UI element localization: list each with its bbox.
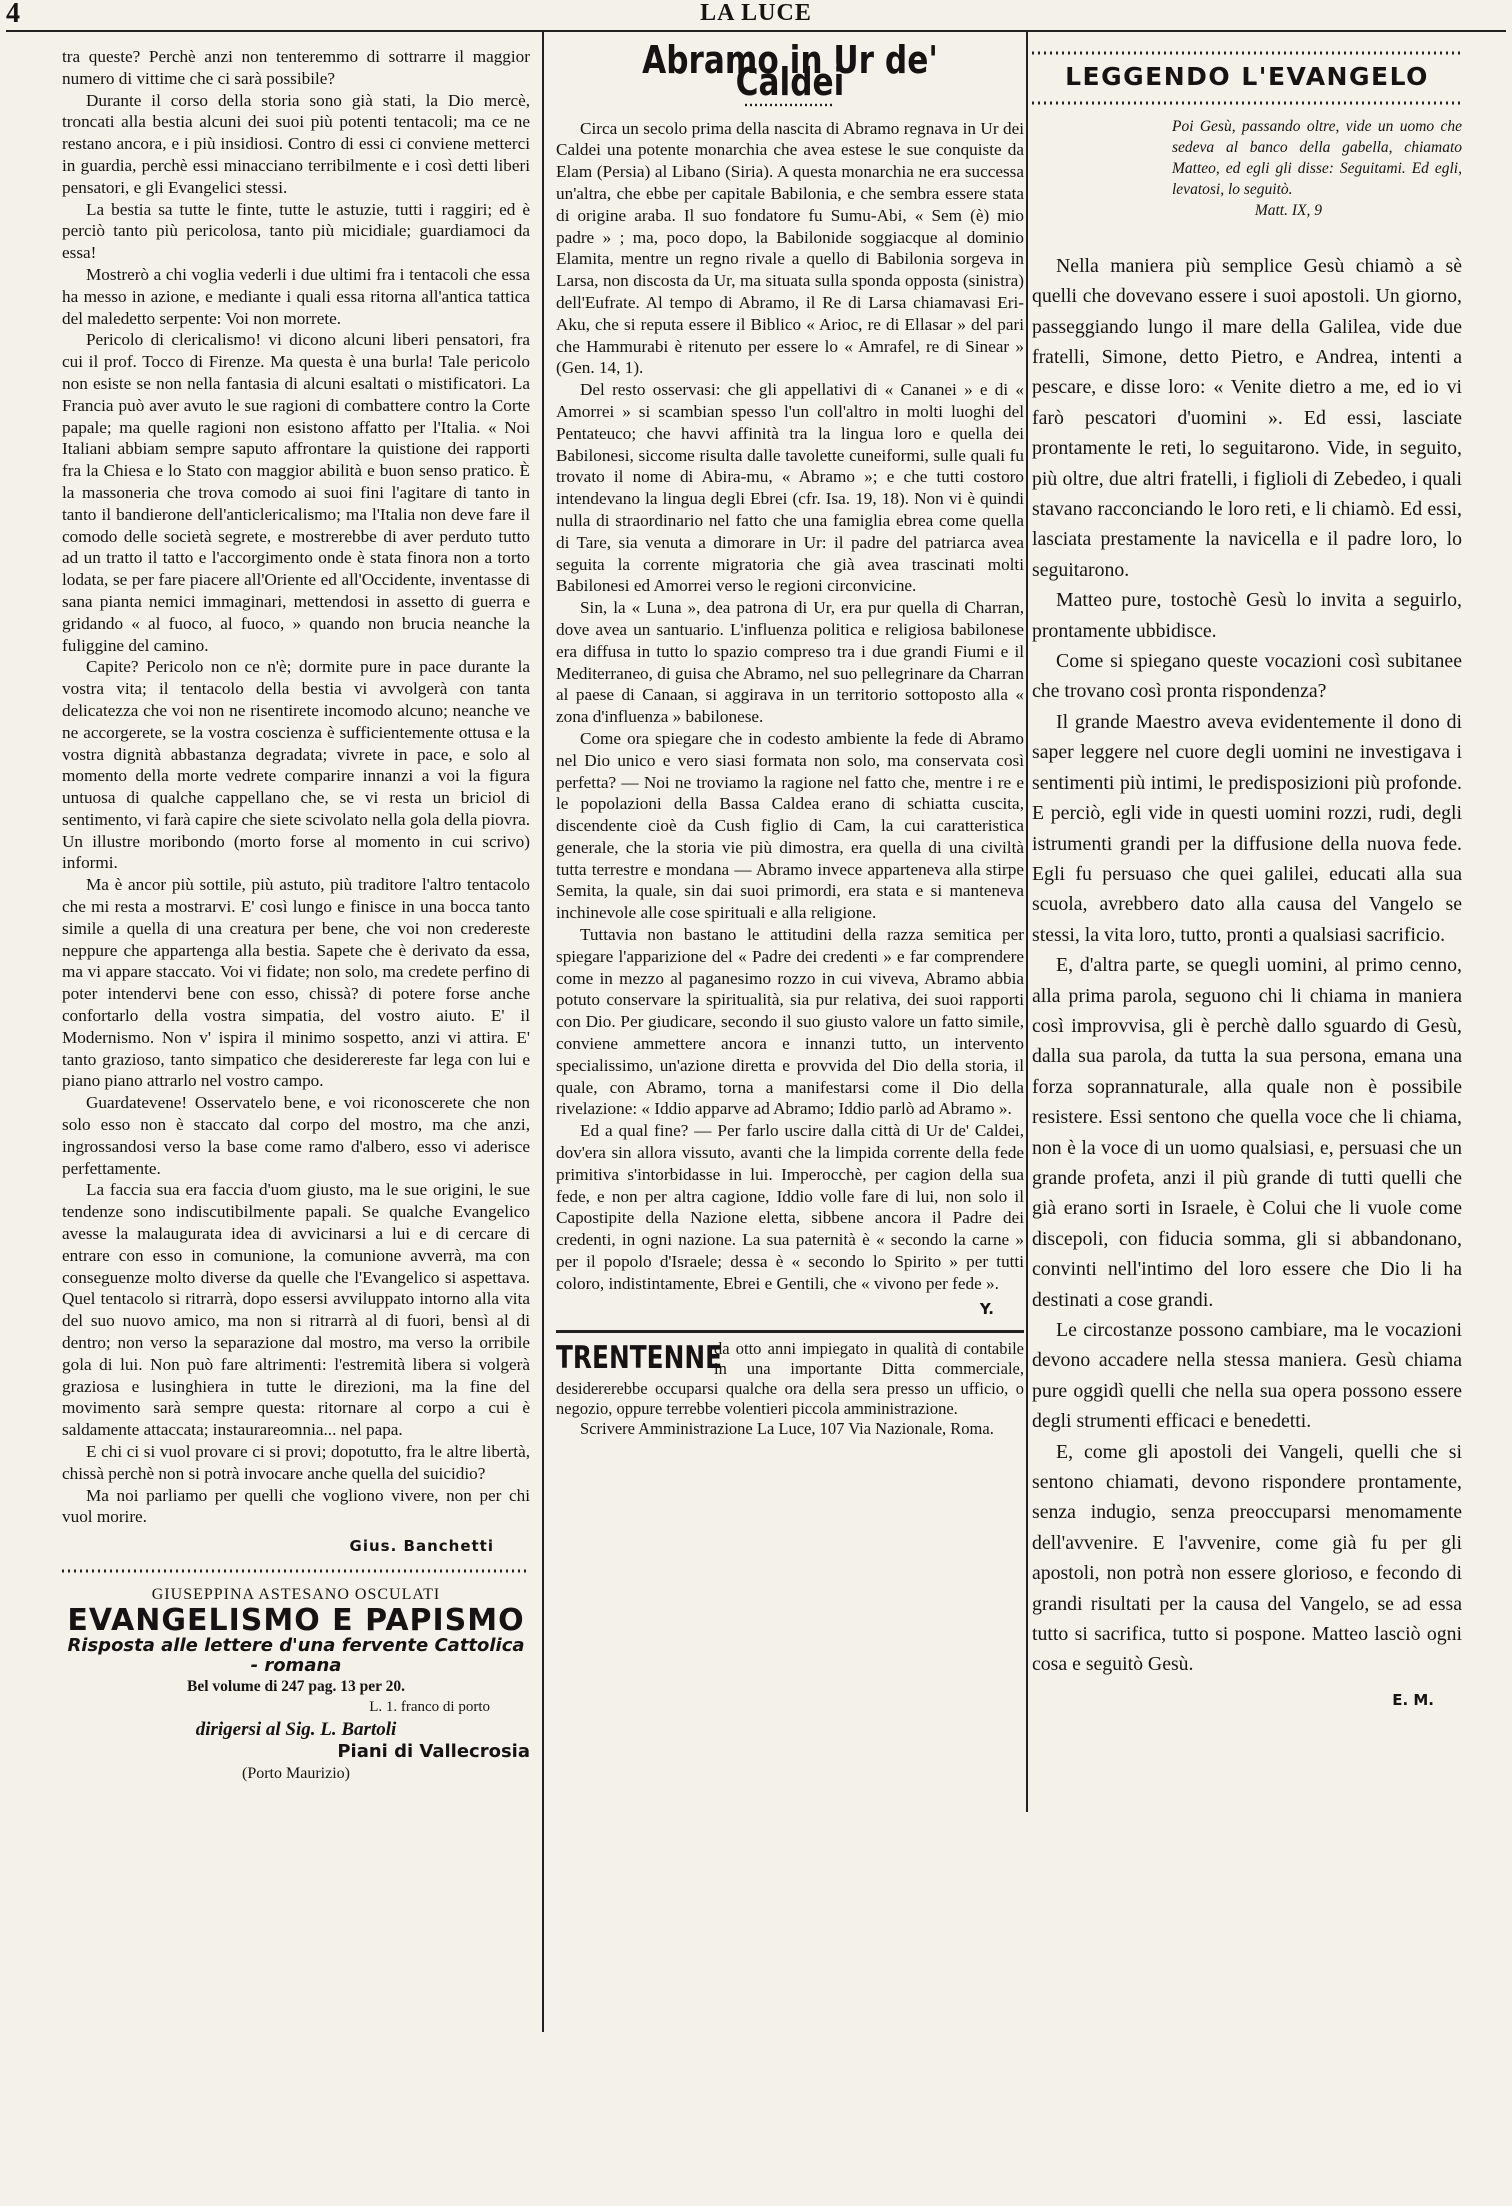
paragraph: Del resto osservasi: che gli appellativi di « Cananei » e di « Amorrei » si scambian spesso l'un coll'altro in molti luoghi del Pentateuco; che havvi affinità tra la lingua loro e quella dei Babilonesi, siccome risulta dalle tavolette cuneiformi, sulle quali fu trovato il nome di Abira-mu, « Abramo »; e che tutti costoro intendevano la lingua degli Ebrei (cfr. Isa. 19, 18). Non vi è quindi nulla di straordinario nel fatto che una famiglia ebrea come quella di Tare, sia venuta a dimorare in Ur: il padre del patriarca avea seguita la corrente migratoria che già avea trascinati molti Babilonesi ed Amorrei verso le regioni circonvicine. — [556, 380, 1024, 596]
article-title: Abramo in Ur de' Caldei — [642, 38, 938, 104]
ad-volume: Bel volume di 247 pag. 13 per 20. — [186, 1677, 405, 1695]
paragraph: La faccia sua era faccia d'uom giusto, ma le sue origini, le sue tendenze sono indiscutibilmente papali. Se qualche Evangelico avesse la malaugurata idea di avvicinarsi a lui e di cercare di entrare con esso in comunione, la comunione avverrà, ma con conseguenze molto diverse da quelle che l'Evangelico si aspettava. Quel tentacolo si ritrarrà, dopo essersi avviluppato intorno alla vita del suo nuovo amico, ma non si ritrarrà al di fuori, bensì al di dentro; non verso la separazione dal mostro, ma verso la orribile gola di lui. Non può fare altrimenti: l'estremità libera si volgerà graziosa e lusinghiera in tutte le direzioni, ma la fine del movimento sarà sempre questa: ritornare al corpo a cui è saldamente attaccata; instaurareomnia... nel papa. — [62, 1180, 530, 1440]
article-signature: E. M. — [1392, 1690, 1434, 1709]
epigraph — [1032, 116, 1462, 221]
title-ornament — [745, 103, 835, 105]
paragraph: tra queste? Perchè anzi non tenteremmo di sottrarre il maggior numero di vittime che ci sarà possibile? — [62, 47, 530, 88]
section-title: LEGGENDO L'EVANGELO — [1065, 62, 1429, 91]
ad-author: GIUSEPPINA ASTESANO OSCULATI — [151, 1585, 441, 1603]
epigraph-text: Poi Gesù, passando oltre, vide un uomo che sedeva al banco della gabella, chiamato Matteo, ed egli gli disse: Seguitami. Ed egli, levatosi, lo seguitò. — [1172, 117, 1462, 198]
ad-contact: dirigersi al Sig. L. Bartoli — [195, 1719, 397, 1741]
paragraph: Circa un secolo prima della nascita di Abramo regnava in Ur dei Caldei una potente monarchia che avea estese le sue conquiste da Elam (Persia) al Libano (Siria). A questa monarchia ne era successa un'altra, che ebbe per capitale Babilonia, e che sembra essere stata di origine araba. Il suo fondatore fu Sumu-Abi, « Sem (è) mio padre » ; ma, poco dopo, la Babilonide soggiacque al dominio Elamita, mentre un regno rivale a quello di Babilonia sorgeva in Larsa, non discosta da Ur, ma situata sulla sponda opposta (sinistra) dell'Eufrate. Al tempo di Abramo, il Re di Larsa chiamavasi Eri-Aku, che si reputa essere il Biblico « Arioc, re di Ellasar » del pari che Hammurabi è ritenuto per essere lo « Amrafel, re di Sinear » (Gen. 14, 1). — [556, 118, 1024, 378]
paragraph: Mostrerò a chi voglia vederli i due ultimi fra i tentacoli che essa ha messo in azione, e mediante i quali essa ritorna all'antica tattica del maledetto serpente: Voi non morrete. — [62, 264, 530, 328]
classified-ad — [556, 1330, 1024, 1439]
paragraph: Ma è ancor più sottile, più astuto, più traditore l'altro tentacolo che mi resta a mostrarvi. E' così lungo e finisce in una bocca tanto simile a quella di una creatura per bene, che voi non credereste neppure che appartenga alla bestia. Sapete che è derivato da essa, ma vi appare staccato. Voi vi fidate; non solo, ma credete perfino di poter intendervi bene con esso, chissà? di potere forse anche confortarlo della vostra simpatia, del vostro aiuto. E' il Modernismo. Non v' ispira il minimo sospetto, anzi vi attira. E' tanto grazioso, tanto simpatico che desiderereste far lega con lui e piano piano attrarlo nel vostro campo. — [62, 875, 530, 1091]
wavy-divider — [1032, 52, 1462, 55]
classified-contact: Scrivere Amministrazione La Luce, 107 Via Nazionale, Roma. — [580, 1419, 994, 1439]
paragraph: Durante il corso della storia sono già stati, la Dio mercè, troncati alla bestia alcuni dei suoi più potenti tentacoli; ma ce ne restano ancora, e i più insidiosi. Contro di essi ci conviene metterci in guardia, perchè essi minacciano terribilmente e i così detti liberi pensatori, e gli Evangelici stessi. — [62, 90, 530, 197]
column-3 — [1032, 46, 1462, 1712]
ad-subtitle: Risposta alle lettere d'una fervente Cattolica - romana — [67, 1634, 525, 1676]
paragraph: Sin, la « Luna », dea patrona di Ur, era pur quella di Charran, dove avea un santuario. L'influenza politica e religiosa babilonese era diffusa in tutto lo spazio compreso tra i due grandi Fiumi e il Mediterraneo, di guisa che Abramo, nel suo pellegrinare da Charran al paese di Canaan, si aggirava in un territorio sottoposto alla « zona d'influenza » babilonese. — [556, 598, 1024, 727]
epigraph-reference: Matt. IX, 9 — [1254, 201, 1322, 219]
paragraph: Il grande Maestro aveva evidentemente il dono di saper leggere nel cuore degli uomini ne investigava i sentimenti più intimi, le predisposizioni più profonde. E perciò, egli vide in questi uomini rozzi, rudi, degli istrumenti grandi per la diffusione della nuova fede. Egli fu persuaso che quei galilei, educati alla sua scuola, avrebbero dato alla causa del Vangelo se stessi, la vita loro, tutto, pronti a qualsiasi sacrificio. — [1032, 710, 1462, 946]
ad-title: EVANGELISMO E PAPISMO — [67, 1602, 525, 1638]
page-number: 4 — [6, 0, 20, 29]
header-rule — [6, 30, 1506, 32]
paragraph: Come ora spiegare che in codesto ambiente la fede di Abramo nel Dio unico e vero siasi formata non solo, ma conservata così perfetta? — Noi ne troviamo la ragione nel fatto che, mentre i re e le popolazioni della Bassa Caldea erano di schiatta cuscita, discendente cioè da Cush figlio di Cam, la cui caratteristica generale, che la storia vie più dimostra, era quella di una civiltà tutta terrestre e mondana — Abramo invece apparteneva alla stirpe Semita, la quale, sin dai suoi primordi, era stata e si manteneva inchinevole alle cose spirituali e alla religione. — [556, 728, 1024, 923]
paragraph: Le circostanze possono cambiare, ma le vocazioni devono accadere nella stessa maniera. Gesù chiama pure oggidì quelli che nella sua opera possono essere degli strumenti efficaci e benedetti. — [1032, 1319, 1462, 1433]
paragraph: Come si spiegano queste vocazioni così subitanee che trovano così pronta rispondenza? — [1032, 650, 1462, 703]
book-advertisement — [62, 1584, 530, 1785]
paragraph: Tuttavia non bastano le attitudini della razza semitica per spiegare l'apparizione del « Padre dei credenti » e far comprendere come in mezzo al paganesimo rozzo in cui viveva, Abramo abbia potuto conservare la spiritualità, sia pur relativa, dei suoi rapporti con Dio. Per giudicare, secondo il suo giusto valore un fatto simile, conviene ammettere ancora e innanzi tutto, un intervento specialissimo, un'azione diretta e provvida del Dio della storia, il quale, con Abramo, torna a manifestarsi come il Dio della rivelazione: « Iddio apparve ad Abramo; Iddio parlò ad Abramo ». — [556, 925, 1024, 1119]
classified-heading: TRENTENNE — [556, 1340, 723, 1377]
paragraph: Ed a qual fine? — Per farlo uscire dalla città di Ur de' Caldei, dov'era sin allora vissuto, avanti che la limpida corrente della fede primitiva s'intorbidasse in lui. Imperocchè, per cagion della sua fede, e non per altra cagione, Iddio volle fare di lui, non solo il Capostipite della Nazione eletta, sibbene ancora il Padre dei credenti, in ogni nazione. La sua paternità è « secondo la carne » per il popolo d'Israele; dessa è « secondo lo Spirito » per tutti coloro, indistintamente, Ebrei e Gentili, che « vivono per fede ». — [556, 1121, 1024, 1293]
ad-place: Piani di Vallecrosia — [337, 1740, 530, 1762]
column-2 — [556, 38, 1024, 1439]
paragraph: E, d'altra parte, se quegli uomini, al primo cenno, alla prima parola, seguono chi li chiama in maniera così improvvisa, gli è perchè dallo sguardo di Gesù, dalla sua parola, da tutta la sua persona, emana una forza soprannaturale, alla quale non è possibile resistere. Essi sentono che quella voce che li chiama, non è la voce di un uomo qualsiasi, e, persuasi che un grande profeta, anzi il più grande di tutti quelli che già erano sorti in Israele, è Colui che li vuole come discepoli, con fiducia somma, gli si abbandonano, convinti nell'intimo del loro essere che Dio li ha destinati a cose grandi. — [1032, 954, 1462, 1311]
ad-price: L. 1. franco di porto — [369, 1699, 490, 1716]
paragraph: Pericolo di clericalismo! vi dicono alcuni liberi pensatori, fra cui il prof. Tocco di Firenze. Ma questa è una burla! Tale pericolo non esiste se non nella fantasia di alcuni esaltati o mistificatori. La Francia può aver avuto le sue ragioni di combattere contro la Corte papale; ma quelle ragioni non esistono affatto per l'Italia. « Noi Italiani abbiam sempre saputo affrontare la quistione dei rapporti fra la Chiesa e lo Stato con maggior abilità e buon senso pratico. È la massoneria che trova comodo ai suoi fini l'agitare di tanto in tanto il bandierone dell'anticlericalismo; ma l'Italia non deve fare il comodo delle società segrete, e mostrerebbe di aver perduto tutto ad un tratto il tatto e l'accorgimento onde è stata finora non a torto lodata, se per fare piacere all'Oriente ed all'Occidente, inventasse di sana pianta nemici immaginari, mettendosi in assetto di guerra e gridando « al fuoco, al fuoco, » quando non brucia neanche la fuliggine del camino. — [62, 330, 530, 655]
article-signature: Y. — [979, 1299, 994, 1318]
column-divider-1 — [542, 32, 544, 2032]
article-author: Gius. Banchetti — [349, 1537, 494, 1556]
paragraph: Nella maniera più semplice Gesù chiamò a sè quelli che dovevano essere i suoi apostoli. Un giorno, passeggiando lungo il mare della Galilea, vide due fratelli, Simone, detto Pietro, e Andrea, intenti a pescare, e disse loro: « Venite dietro a me, ed io vi farò pescatori d'uomini ». Ed essi, lasciate prontamente le reti, lo seguitarono. Vide, in seguito, più oltre, due altri fratelli, i figlioli di Zebedeo, i quali stavano racconciando le loro reti, e li chiamò. Ed essi, lasciata prestamente la navicella e il padre loro, lo seguitarono. — [1032, 254, 1462, 581]
column-1 — [62, 46, 530, 1785]
paragraph: E chi ci si vuol provare ci si provi; dopotutto, fra le altre libertà, chissà perchè non si potrà invocare anche quella del suicidio? — [62, 1442, 530, 1483]
paragraph: Guardatevene! Osservatelo bene, e voi riconoscerete che non solo esso non è staccato dal corpo del mostro, ma che anzi, ingrossandosi verso la base come ramo d'albero, esso vi aderisce perfettamente. — [62, 1093, 530, 1178]
paragraph: Capite? Pericolo non ce n'è; dormite pure in pace durante la vostra vita; il tentacolo della bestia vi avvolgerà con tanta delicatezza che voi non ne risentirete incomodo alcuno; neanche ve ne accorgerete, se la vostra coscienza è sufficientemente ottusa e la vostra dignità abbastanza degradata; vivrete in pace, e solo al momento della morte vedrete comparire innanzi a voi la figura untuosa di qualche cappellano che, se vi resta un briciol di sentimento, vi farà capire che siete scivolato nella gola della piovra. Un illustre moribondo (morto forse al momento in cui scrivo) informi. — [62, 657, 530, 873]
journal-title: LA LUCE — [700, 0, 812, 26]
paragraph: E, come gli apostoli dei Vangeli, quelli che si sentono chiamati, devono rispondere prontamente, senza indugio, senza preoccuparsi menomamente dell'avvenire. E l'avvenire, come già fu per gli apostoli, non potrà non essere glorioso, e fecondo di grandi risultati per la causa del Vangelo, se ad essa tutto si sacrifica, tutto si pospone. Matteo lasciò ogni cosa e seguitò Gesù. — [1032, 1440, 1462, 1676]
wavy-divider — [1032, 101, 1462, 104]
wavy-divider — [62, 1569, 530, 1572]
paragraph: Matteo pure, tostochè Gesù lo invita a seguirlo, prontamente ubbidisce. — [1032, 589, 1462, 642]
paragraph: Ma noi parliamo per quelli che vogliono vivere, non per chi vuol morire. — [62, 1485, 530, 1527]
paragraph: La bestia sa tutte le finte, tutte le astuzie, tutti i raggiri; ed è perciò tanto più pericolosa, tanto più micidiale; guardiamoci da essa! — [62, 199, 530, 263]
page-header — [0, 0, 1512, 30]
classified-text: da otto anni impiegato in qualità di contabile in una importante Ditta commerciale, desidererebbe occuparsi qualche ora della sera presso un ufficio, o negozio, oppure terrebbe volentieri piccola amministrazione. — [556, 1339, 1024, 1419]
ad-province: (Porto Maurizio) — [242, 1764, 350, 1782]
column-divider-2 — [1026, 32, 1028, 1812]
article-body — [1032, 251, 1462, 1680]
